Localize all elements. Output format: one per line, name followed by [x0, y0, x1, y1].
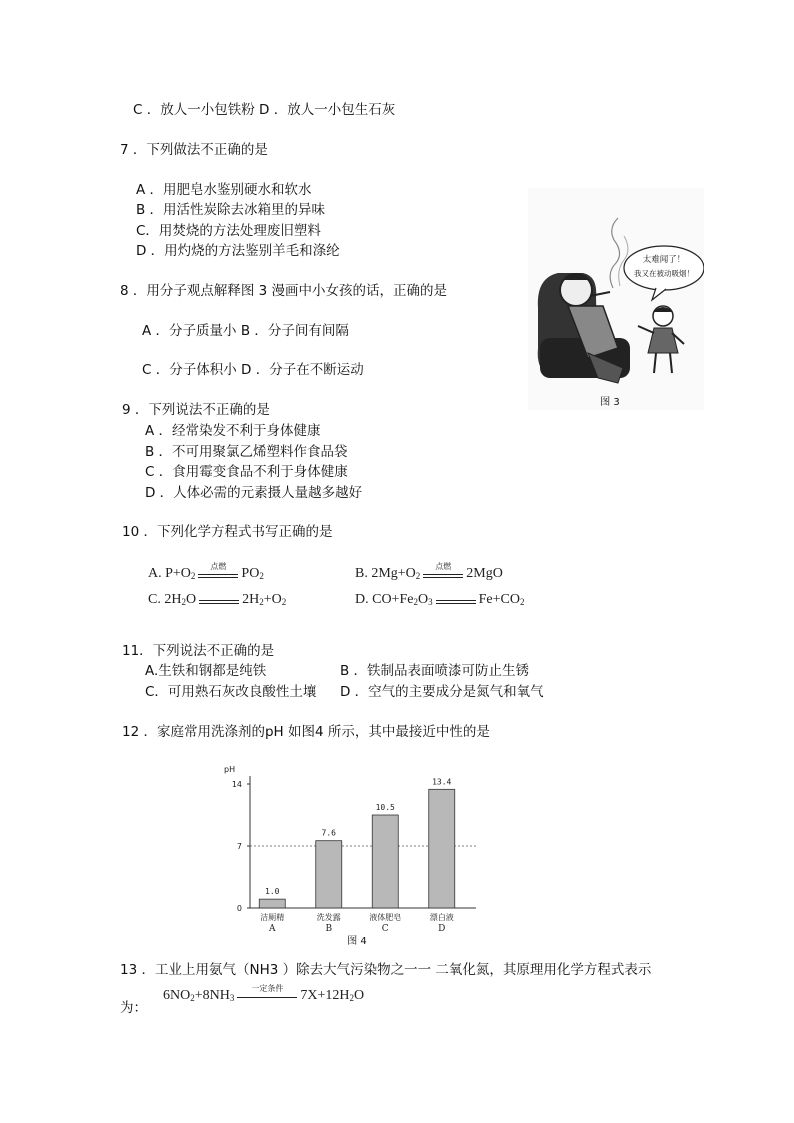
q11-option-c: C．可用熟石灰改良酸性土壤 — [145, 684, 317, 700]
category-letter: C — [381, 924, 389, 934]
category-label: 漂白液 — [429, 913, 454, 922]
y-axis-label: pH — [224, 765, 236, 774]
category-label: 液体肥皂 — [369, 913, 402, 922]
ph-bar-chart — [214, 756, 484, 946]
q13-equation: $6NO_2+8NH_3$ 一定条件 $7X+12H_2O$ — [163, 983, 365, 1003]
chart-caption: 图 4 — [347, 936, 367, 946]
q10-equation-d: D. $CO+Fe_2O_3$ $Fe+CO_2$ — [355, 592, 525, 607]
bar-value-label: 1.0 — [265, 887, 280, 897]
q13-prefix: 为： — [120, 1000, 147, 1016]
bar-a — [259, 899, 285, 908]
q10-equation-c: C. $2H_2O$ $2H_2+O_2$ — [148, 592, 287, 607]
q9-option-c: C ．食用霉变食品不利于身体健康 — [145, 464, 348, 480]
q10-equation-b: B. $2Mg+O_2$ 点燃 2MgO — [355, 561, 503, 581]
bar-c — [372, 815, 398, 908]
q7-stem: 7 ．下列做法不正确的是 — [120, 142, 268, 158]
speech-bubble — [624, 246, 704, 290]
q6-options-cd: C ．放人一小包铁粉 D ．放人一小包生石灰 — [133, 102, 396, 118]
q9-option-b: B ．不可用聚氯乙烯塑料作食品袋 — [145, 444, 348, 460]
y-tick-label: 7 — [236, 842, 242, 851]
q13-stem: 13 ．工业上用氨气（NH3 ）除去大气污染物之一一 二氧化氮，其原理用化学方程式表示 — [120, 962, 652, 978]
bubble-text-line2: 我又在被动吸烟！ — [634, 269, 694, 278]
bar-value-label: 10.5 — [375, 803, 395, 812]
bar-value-label: 13.4 — [432, 777, 452, 787]
category-label: 洁厕精 — [260, 913, 285, 922]
q7-option-d: D ．用灼烧的方法鉴别羊毛和涤纶 — [136, 243, 340, 259]
q10-equation-a: A. $P+O_2$ 点燃 $PO_2$ — [148, 561, 264, 581]
y-tick-label: 0 — [236, 904, 242, 913]
q11-stem: 11．下列说法不正确的是 — [122, 643, 275, 659]
q11-option-d: D ．空气的主要成分是氮气和氧气 — [340, 684, 544, 700]
q9-option-a: A ．经常染发不利于身体健康 — [145, 423, 321, 439]
bar-value-label: 7.6 — [321, 828, 336, 838]
q11-option-b: B ．铁制品表面喷漆可防止生锈 — [340, 663, 530, 679]
cartoon-caption: 图 3 — [600, 397, 620, 408]
bubble-text-line1: 太难闻了！ — [642, 255, 686, 265]
cartoon-figure — [528, 188, 704, 410]
category-letter: B — [325, 924, 333, 934]
q7-option-b: B ．用活性炭除去冰箱里的异味 — [136, 202, 326, 218]
category-label: 洗发露 — [316, 913, 341, 922]
y-tick-label: 14 — [231, 780, 242, 789]
q7-option-c: C．用焚烧的方法处理废旧塑料 — [136, 223, 321, 239]
q10-stem: 10 ．下列化学方程式书写正确的是 — [122, 524, 333, 540]
q11-option-a: A.生铁和钢都是纯铁 — [145, 663, 267, 679]
bar-b — [316, 841, 342, 908]
q7-option-a: A ．用肥皂水鉴别硬水和软水 — [136, 182, 312, 198]
q9-stem: 9 ．下列说法不正确的是 — [122, 402, 270, 418]
category-letter: A — [269, 924, 276, 934]
bar-d — [429, 789, 455, 908]
q12-stem: 12 ．家庭常用洗涤剂的pH 如图4 所示，其中最接近中性的是 — [122, 724, 490, 740]
q9-option-d: D ．人体必需的元素摄人量越多越好 — [145, 485, 363, 501]
q8-stem: 8 ．用分子观点解释图 3 漫画中小女孩的话，正确的是 — [120, 283, 448, 299]
q8-options-ab: A ．分子质量小 B ．分子间有间隔 — [142, 323, 349, 339]
q8-options-cd: C ．分子体积小 D ．分子在不断运动 — [142, 362, 364, 378]
category-letter: D — [438, 924, 446, 934]
